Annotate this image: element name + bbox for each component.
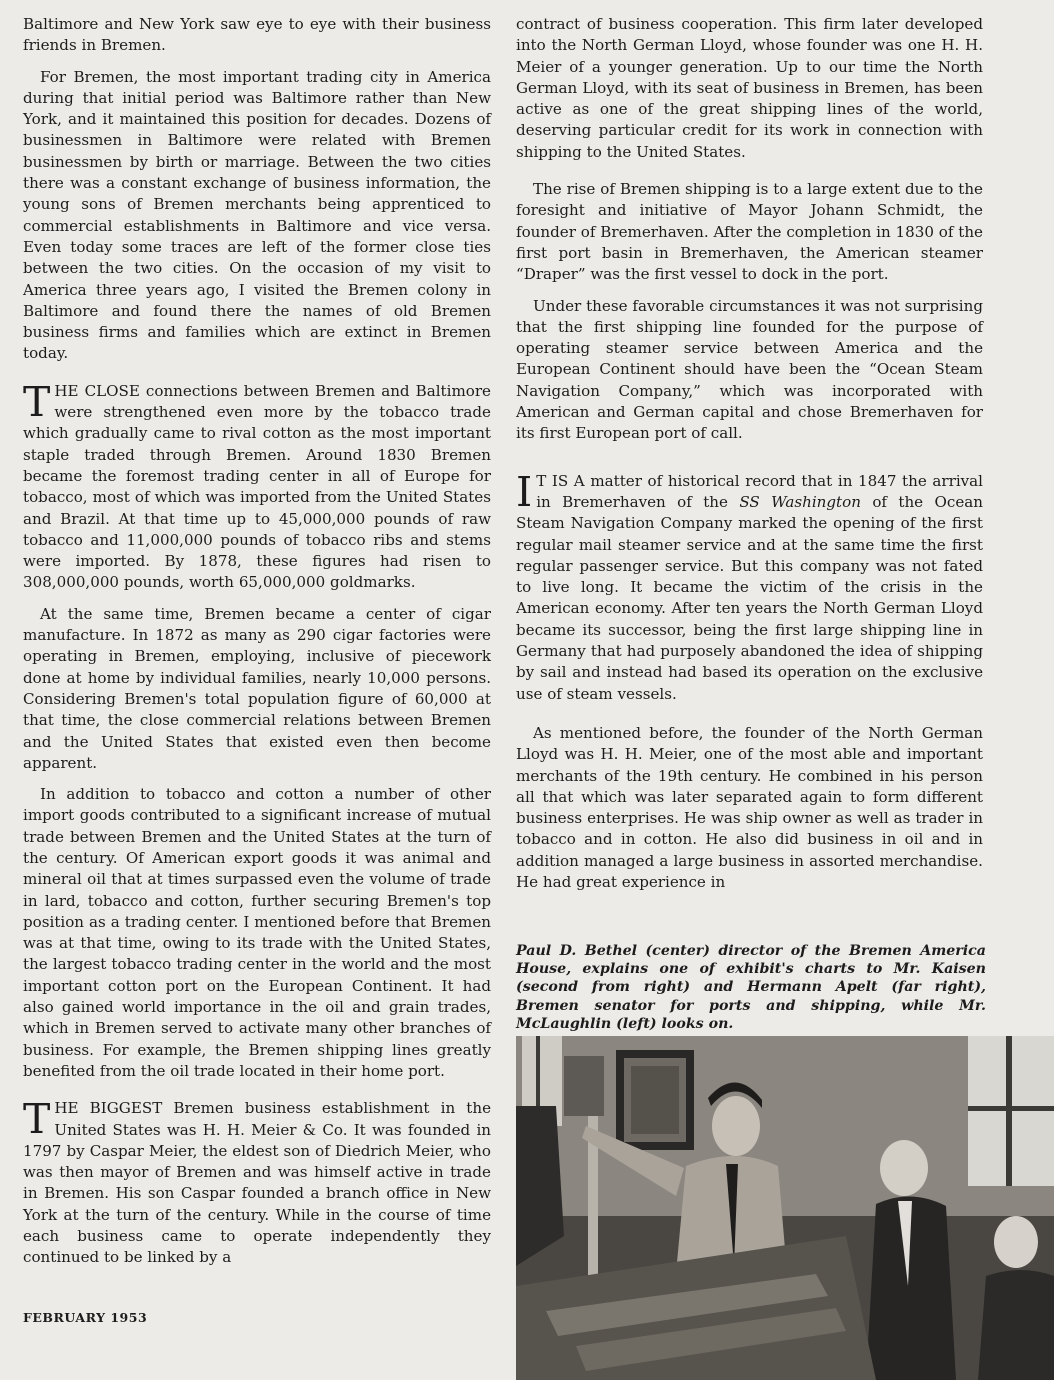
issue-date-footer: FEBRUARY 1953: [23, 1310, 148, 1325]
right-paragraph-3: Under these favorable circumstances it was not surprising that the first shipping line founded for the purpose of operating steamer service between America and the European Continent should have been the “Ocean Steam Navigation Company,” which was incorporated with American and German capital and chose Bremerhaven for its first European port of call.: [516, 296, 983, 443]
left-paragraph-2: For Bremen, the most important trading city in America during that initial period was Baltimore rather than New York, and it maintained this position for decades. Dozens of businessmen in Baltimore were related with Bremen businessmen by birth or marriage. Between the two cities there was a constant exchange of business information, the young sons of Bremen merchants being apprenticed to commercial establishments in Baltimore and vice versa. Even today some traces are left of the former close ties between the two cities. On the occasion of my visit to America three years ago, I visited the Bremen colony in Baltimore and found there the names of old Bremen business firms and families which are extinct in Bremen today.: [23, 67, 491, 363]
photo-illustration: [516, 1036, 1054, 1380]
paragraph-text: matter of historical record that in 1847 the arrival in Bremerhaven of the: [536, 471, 984, 511]
lead-in: HE CLOSE: [54, 381, 140, 400]
right-paragraph-5: As mentioned before, the founder of the North German Lloyd was H. H. Meier, one of the most able and important merchants of the 19th century. He combined in his person all that which was later separated again to form different business enterprises. He was ship owner as well as trader in tobacco and in cotton. He also did business in oil and in addition managed a large business in assorted merchandise. He had great experience in: [516, 723, 983, 891]
left-paragraph-1: Baltimore and New York saw eye to eye with their business friends in Bremen.: [23, 15, 491, 55]
drop-cap: T: [23, 1095, 51, 1144]
right-column: [516, 14, 983, 903]
left-column: [23, 14, 491, 1279]
drop-cap: I: [516, 467, 533, 516]
left-paragraph-3: [23, 377, 491, 594]
news-photograph: [516, 1036, 1054, 1380]
left-paragraph-4: At the same time, Bremen became a center of cigar manufacture. In 1872 as many as 290 cigar factories were operating in Bremen, employing, inclusive of piecework done at home by individual families, nearly 10,000 persons. Considering Bremen's total population figure of 60,000 at that time, the close commercial relations between Bremen and the United States that existed even then become apparent.: [23, 604, 491, 772]
right-paragraph-4: [516, 467, 984, 705]
ship-name: SS Washington: [739, 492, 861, 511]
right-paragraph-1: contract of business cooperation. This firm later developed into the North German Lloyd, whose founder was one H. H. Meier of a younger generation. Up to our time the North German Lloyd, with its seat of business in Bremen, has been active as one of the great shipping lines of the world, deserving particular credit for its work in connection with shipping to the United States.: [516, 15, 983, 161]
lead-in: HE BIGGEST: [54, 1099, 163, 1118]
paragraph-text: of the Ocean Steam Navigation Company marked the opening of the first regular mail steamer service and at the same time the first regular passenger service. But this company was not fated to live long. It became the victim of the crisis in the American economy. After ten years the North German Lloyd became its successor, being the first large shipping line in Germany that had purposely abandoned the idea of shipping by sail and instead had based its operation on the exclusive use of steam vessels.: [516, 492, 983, 703]
paragraph-text: connections between Bremen and Baltimore were strengthened even more by the tobacco trade which gradually came to rival cotton as the most important staple traded through Bremen. Around 1830 Bremen became the foremost trading center in all of Europe for tobacco, most of which was imported from the United States and Brazil. At that time up to 45,000,000 pounds of raw tobacco and 11,000,000 pounds of tobacco ribs and stems were imported. By 1878, these figures had risen to 308,000,000 pounds, worth 65,000,000 goldmarks.: [23, 381, 491, 592]
photo-caption: Paul D. Bethel (center) director of the Bremen America House, explains one of exhibit's charts to Mr. Kaisen (second from right) and Hermann Apelt (far right), Bremen senator for ports and shipping, while Mr. McLaughlin (left) looks on.: [516, 943, 986, 1032]
left-paragraph-6: [23, 1095, 492, 1268]
paragraph-text: Bremen business establishment in the United States was H. H. Meier & Co. It was founded in 1797 by Caspar Meier, the eldest son of Diedrich Meier, who was then mayor of Bremen and was himself active in trade in Bremen. His son Caspar founded a branch office in New York at the turn of the century. While in the course of time each business came to operate independently they continued to be linked by a: [23, 1099, 492, 1267]
right-paragraph-2: The rise of Bremen shipping is to a large extent due to the foresight and initiative of Mayor Johann Schmidt, the founder of Bremerhaven. After the completion in 1830 of the first port basin in Bremerhaven, the American steamer “Draper” was the first vessel to dock in the port.: [516, 180, 983, 284]
lead-in: T IS A: [536, 471, 585, 490]
left-paragraph-5: In addition to tobacco and cotton a number of other import goods contributed to a significant increase of mutual trade between Bremen and the United States at the turn of the century. Of American export goods it was animal and mineral oil that at times surpassed even the volume of trade in lard, tobacco and cotton, further securing Bremen's top position as a trading center. I mentioned before that Bremen was at that time, owing to its trade with the United States, the largest tobacco trading center in the world and the most important cotton port on the European Continent. It had also gained world importance in the oil and grain trades, which in Bremen served to activate many other branches of business. For example, the Bremen shipping lines greatly benefited from the oil trade located in their home port.: [23, 785, 491, 1080]
drop-cap: T: [23, 377, 51, 426]
